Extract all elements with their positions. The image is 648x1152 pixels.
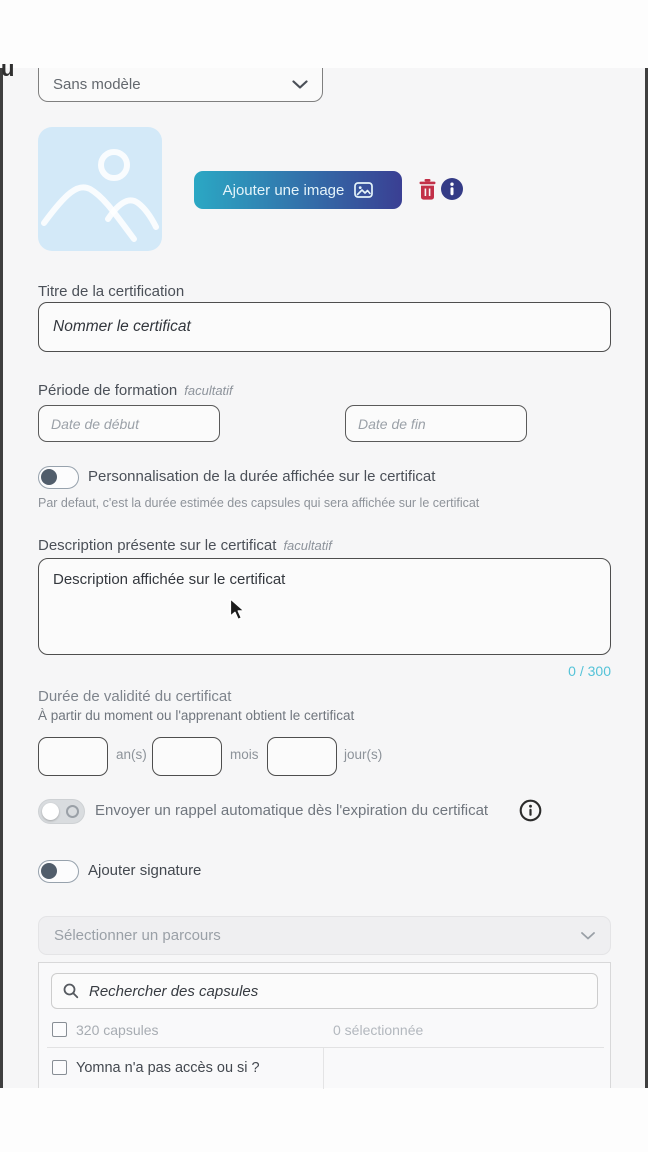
custom-duration-label: Personnalisation de la durée affichée sur le certificat <box>88 468 436 485</box>
add-image-button[interactable] <box>194 171 402 209</box>
months-unit-label: mois <box>230 747 259 762</box>
clipped-text-artifact: u <box>1 56 15 81</box>
form-content-area <box>0 56 648 1088</box>
end-date-input[interactable] <box>345 405 527 442</box>
toggle-ring <box>66 805 79 818</box>
image-info-icon[interactable] <box>441 178 463 200</box>
image-placeholder-icon <box>38 127 162 251</box>
capsule-search-box[interactable] <box>51 973 598 1009</box>
description-textarea[interactable] <box>38 558 611 655</box>
period-optional-tag: facultatif <box>184 383 233 398</box>
signature-toggle[interactable] <box>38 860 79 883</box>
chevron-down-icon <box>581 932 595 940</box>
validity-label: Durée de validité du certificat <box>38 688 232 705</box>
toggle-knob <box>41 469 57 485</box>
toggle-knob <box>42 803 59 820</box>
template-select[interactable] <box>38 68 323 102</box>
template-select-value: Sans modèle <box>53 76 141 93</box>
custom-duration-helper: Par defaut, c'est la durée estimée des capsules qui sera affichée sur le certificat <box>38 496 480 510</box>
add-image-button-label: Ajouter une image <box>222 181 345 199</box>
capsules-selected-count: 0 sélectionnée <box>333 1022 424 1038</box>
reminder-label: Envoyer un rappel automatique dès l'expiration du certificat <box>95 802 489 819</box>
reminder-info-icon[interactable] <box>519 799 542 822</box>
years-unit-label: an(s) <box>116 747 147 762</box>
course-select-placeholder: Sélectionner un parcours <box>54 927 221 944</box>
period-label: Période de formation facultatif <box>38 382 233 399</box>
row-divider <box>47 1047 604 1048</box>
image-icon <box>354 182 373 198</box>
chevron-down-icon <box>292 80 308 89</box>
title-label: Titre de la certification <box>38 283 185 300</box>
custom-duration-toggle[interactable] <box>38 466 79 489</box>
capsule-search-input[interactable] <box>89 983 586 1000</box>
delete-image-trash-icon[interactable] <box>419 179 436 200</box>
capsules-total-label: 320 capsules <box>76 1022 159 1038</box>
search-icon <box>63 983 79 999</box>
months-input[interactable] <box>152 737 222 776</box>
validity-helper: À partir du moment ou l'apprenant obtient le certificat <box>38 708 355 723</box>
mouse-cursor <box>229 598 246 621</box>
start-date-input[interactable] <box>38 405 220 442</box>
description-optional-tag: facultatif <box>283 538 332 553</box>
toggle-knob <box>41 863 57 879</box>
days-input[interactable] <box>267 737 337 776</box>
days-unit-label: jour(s) <box>344 747 383 762</box>
reminder-toggle[interactable] <box>38 799 85 824</box>
capsules-panel <box>38 962 611 1088</box>
select-all-checkbox[interactable] <box>52 1022 67 1037</box>
course-select[interactable] <box>38 916 611 955</box>
left-edge-bar <box>0 68 3 1088</box>
column-divider <box>323 1048 324 1089</box>
years-input[interactable] <box>38 737 108 776</box>
title-input[interactable] <box>38 302 611 352</box>
capsule-item-checkbox[interactable] <box>52 1060 67 1075</box>
capsule-item-label: Yomna n'a pas accès ou si ? <box>76 1060 260 1076</box>
signature-label: Ajouter signature <box>88 862 202 879</box>
certificate-image-placeholder <box>38 127 162 251</box>
description-label: Description présente sur le certificat facultatif <box>38 537 332 554</box>
character-counter: 0 / 300 <box>568 663 611 679</box>
